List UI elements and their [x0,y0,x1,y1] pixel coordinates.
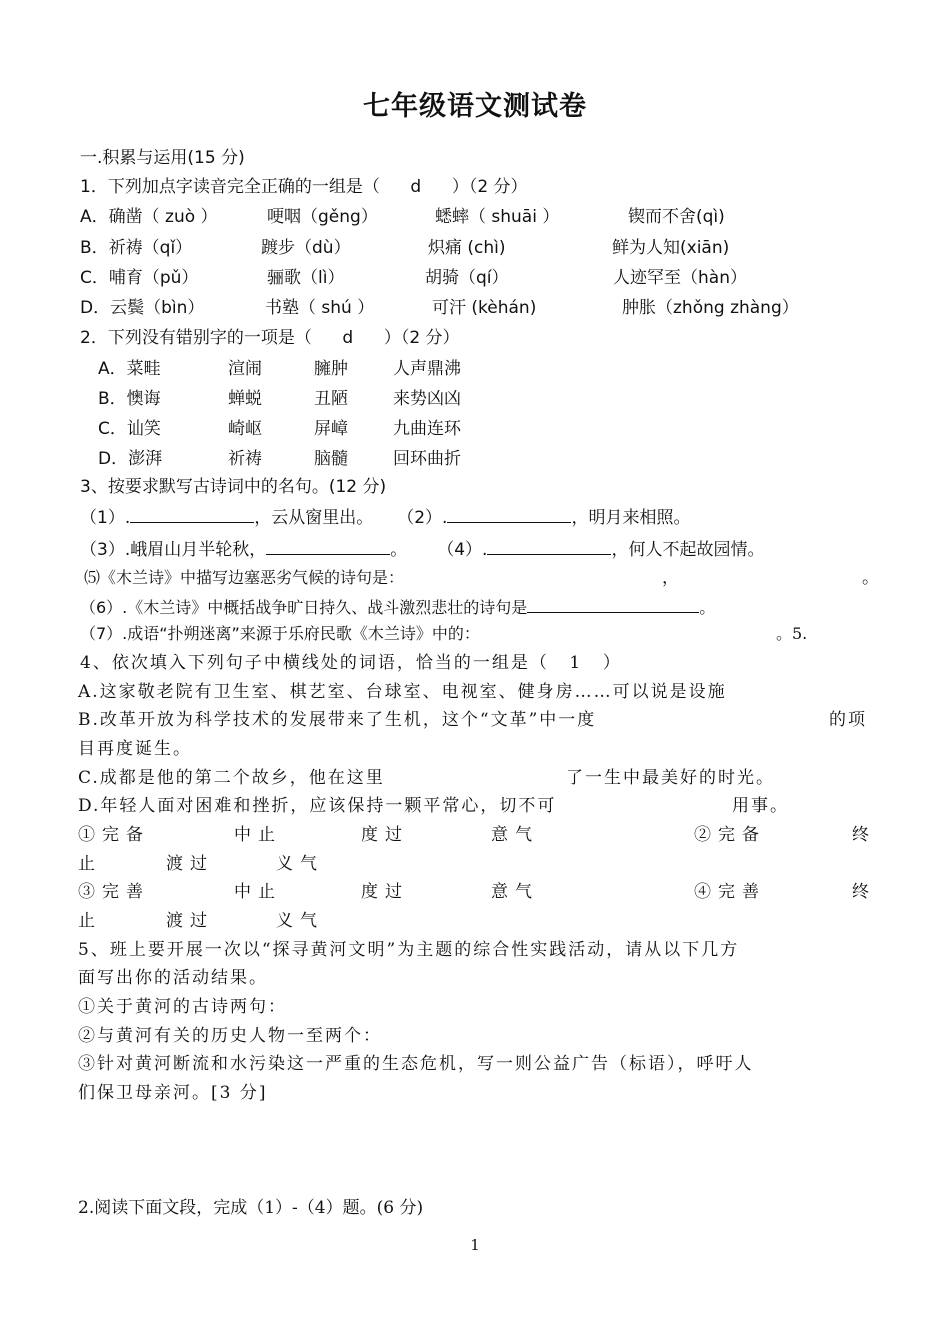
q2-option-d-3: 脑髓 [314,449,348,469]
q2-option-a-2: 渲闹 [228,359,262,379]
q3-item-7-end: 。5. [776,624,808,643]
q3-item-6-text: （6）.《木兰诗》中概括战争旷日持久、战斗激烈悲壮的诗句是 [80,598,528,617]
q2-option-d-2: 祈祷 [228,449,262,469]
q4-sentence-b-tail: 的项 [829,710,867,730]
q3-item-2-text: ，明月来相照。 [571,508,691,528]
q4-sentence-b-cont: 目再度诞生。 [78,739,192,759]
q4-sentence-c-tail: 了一生中最美好的时光。 [566,768,775,788]
q4-sentence-b: B.改革开放为科学技术的发展带来了生机，这个“文革”中一度 [78,710,597,730]
q2-option-a-3: 臃肿 [314,359,348,379]
q4-choice-3: ③完善 [78,882,150,902]
q1-option-b-2: 踱步（dù） [261,238,351,258]
q2-score: ）（2 分） [383,328,460,348]
q3-stem: 3、按要求默写古诗词中的名句。(12 分) [80,477,387,497]
q4-choice-3-c: 度过 [361,882,409,902]
q2-stem [80,326,460,350]
page-title: 七年级语文测试卷 [363,91,587,122]
q1-option-a: A．确凿（ zuò ） [80,207,218,227]
q2-option-b-4: 来势凶凶 [393,389,461,409]
q5-item-3-cont: 们保卫母亲河。[3 分] [78,1083,268,1103]
fill-blank[interactable] [487,536,611,555]
q4-sentence-d: D.年轻人面对困难和挫折，应该保持一颗平常心，切不可 [78,796,557,816]
q3-item-6 [80,594,715,620]
q4-choice-4-b-cont: 止 [78,911,95,931]
q1-option-b-4: 鲜为人知(xiān) [612,238,730,258]
q4-close: ） [602,653,622,673]
q3-item-5: ⑸《木兰诗》中描写边塞恶劣气候的诗句是： [84,568,405,587]
q1-option-a-3: 蟋蟀（ shuāi ） [435,207,560,227]
section-heading: 一.积累与运用(15 分) [80,148,245,168]
q3-item-5-comma: ， [662,568,679,588]
q1-option-b: B．祈祷（qǐ） [80,238,193,258]
q4-answer: 1 [569,653,583,673]
q1-option-b-3: 炽痛 (chì) [428,238,506,258]
q1-option-d-3: 可汗 (kèhán) [432,298,537,318]
q1-option-c-4: 人迹罕至（hàn） [613,268,747,288]
q2-option-c-3: 屏嶂 [314,419,348,439]
q2-stem-text: 2．下列没有错别字的一项是（ [80,328,312,348]
q5-stem-cont: 面写出你的活动结果。 [78,968,268,988]
q5-item-2: ②与黄河有关的历史人物一至两个： [78,1026,382,1046]
q3-item-3-text: （3）.峨眉山月半轮秋， [80,540,267,560]
q4-choice-2: ②完备 [694,825,766,845]
q1-option-d: D．云鬓（bìn） [80,298,205,318]
reading-heading: 2.阅读下面文段，完成（1）-（4）题。(6 分) [78,1198,424,1218]
q2-option-b-3: 丑陋 [314,389,348,409]
q4-choice-2-d: 义气 [276,854,324,874]
q1-score: ）（2 分） [451,177,528,197]
q2-option-c-2: 崎岖 [228,419,262,439]
q2-option-c-4: 九曲连环 [393,419,461,439]
fill-blank[interactable] [130,504,254,523]
q4-choice-4-b: 终 [852,882,869,902]
q4-choice-1-d: 意气 [491,825,539,845]
q1-option-c-2: 骊歌（lì） [267,268,345,288]
page-number: 1 [470,1236,480,1254]
q4-choice-1: ①完备 [78,825,150,845]
q1-stem-text: 1．下列加点字读音完全正确的一组是（ [80,177,380,197]
q3-item-3-end: 。 [390,540,408,560]
q1-option-a-4: 锲而不舍(qì) [628,207,725,227]
q3-item-1-text: ，云从窗里出。 [254,508,374,528]
q2-option-d: D．澎湃 [98,449,163,469]
q4-choice-4: ④完善 [694,882,766,902]
q1-option-c: C．哺育（pǔ） [80,268,199,288]
q4-choice-4-c: 渡过 [166,911,214,931]
q4-stem-text: 4、依次填入下列句子中横线处的词语，恰当的一组是（ [80,653,549,673]
q4-sentence-a: A.这家敬老院有卫生室、棋艺室、台球室、电视室、健身房……可以说是设施 [78,682,727,702]
fill-blank[interactable] [527,594,699,613]
q1-option-a-2: 哽咽（gěng） [267,207,378,227]
q4-stem [80,651,622,675]
q4-choice-2-b: 终 [852,825,869,845]
q5-item-1: ①关于黄河的古诗两句： [78,997,287,1017]
q2-option-d-4: 回环曲折 [393,449,461,469]
q2-option-a: A．菜畦 [98,359,161,379]
q4-choice-2-b-cont: 止 [78,854,95,874]
q3-line-1 [80,504,690,530]
q2-option-c: C．讪笑 [98,419,161,439]
q3-item-5-end: 。 [862,568,879,588]
q4-sentence-c: C.成都是他的第二个故乡，他在这里 [78,768,385,788]
q4-choice-3-b: 中止 [234,882,282,902]
q4-choice-3-d: 意气 [491,882,539,902]
fill-blank[interactable] [266,536,390,555]
q3-item-1-label: （1）. [80,508,131,528]
q2-answer: d [342,328,354,348]
q1-stem [80,175,528,199]
q4-choice-2-c: 渡过 [166,854,214,874]
q4-choice-1-c: 度过 [361,825,409,845]
q4-sentence-d-tail: 用事。 [732,796,789,816]
q5-item-3: ③针对黄河断流和水污染这一严重的生态危机，写一则公益广告（标语），呼吁人 [78,1054,754,1074]
q3-item-2-label: （2）. [397,508,448,528]
q2-option-b-2: 蝉蜕 [228,389,262,409]
q1-option-d-4: 肿胀（zhǒng zhàng） [622,298,799,318]
q4-choice-4-d: 义气 [276,911,324,931]
q3-item-4-text: ，何人不起故园情。 [611,540,765,560]
q1-option-d-2: 书塾（ shú ） [265,298,375,318]
q1-option-c-3: 胡骑（qí） [425,268,509,288]
q2-option-a-4: 人声鼎沸 [393,359,461,379]
q3-line-2 [80,536,764,562]
q1-answer: d [410,177,422,197]
fill-blank[interactable] [447,504,571,523]
q3-item-7: （7）.成语“扑朔迷离”来源于乐府民歌《木兰诗》中的： [80,624,480,643]
q4-choice-1-b: 中止 [234,825,282,845]
q3-item-6-end: 。 [699,598,716,617]
q3-item-4-label: （4）. [437,540,488,560]
q2-option-b: B．懊诲 [98,389,161,409]
q5-stem: 5、班上要开展一次以“探寻黄河文明”为主题的综合性实践活动，请从以下几方 [78,940,740,960]
